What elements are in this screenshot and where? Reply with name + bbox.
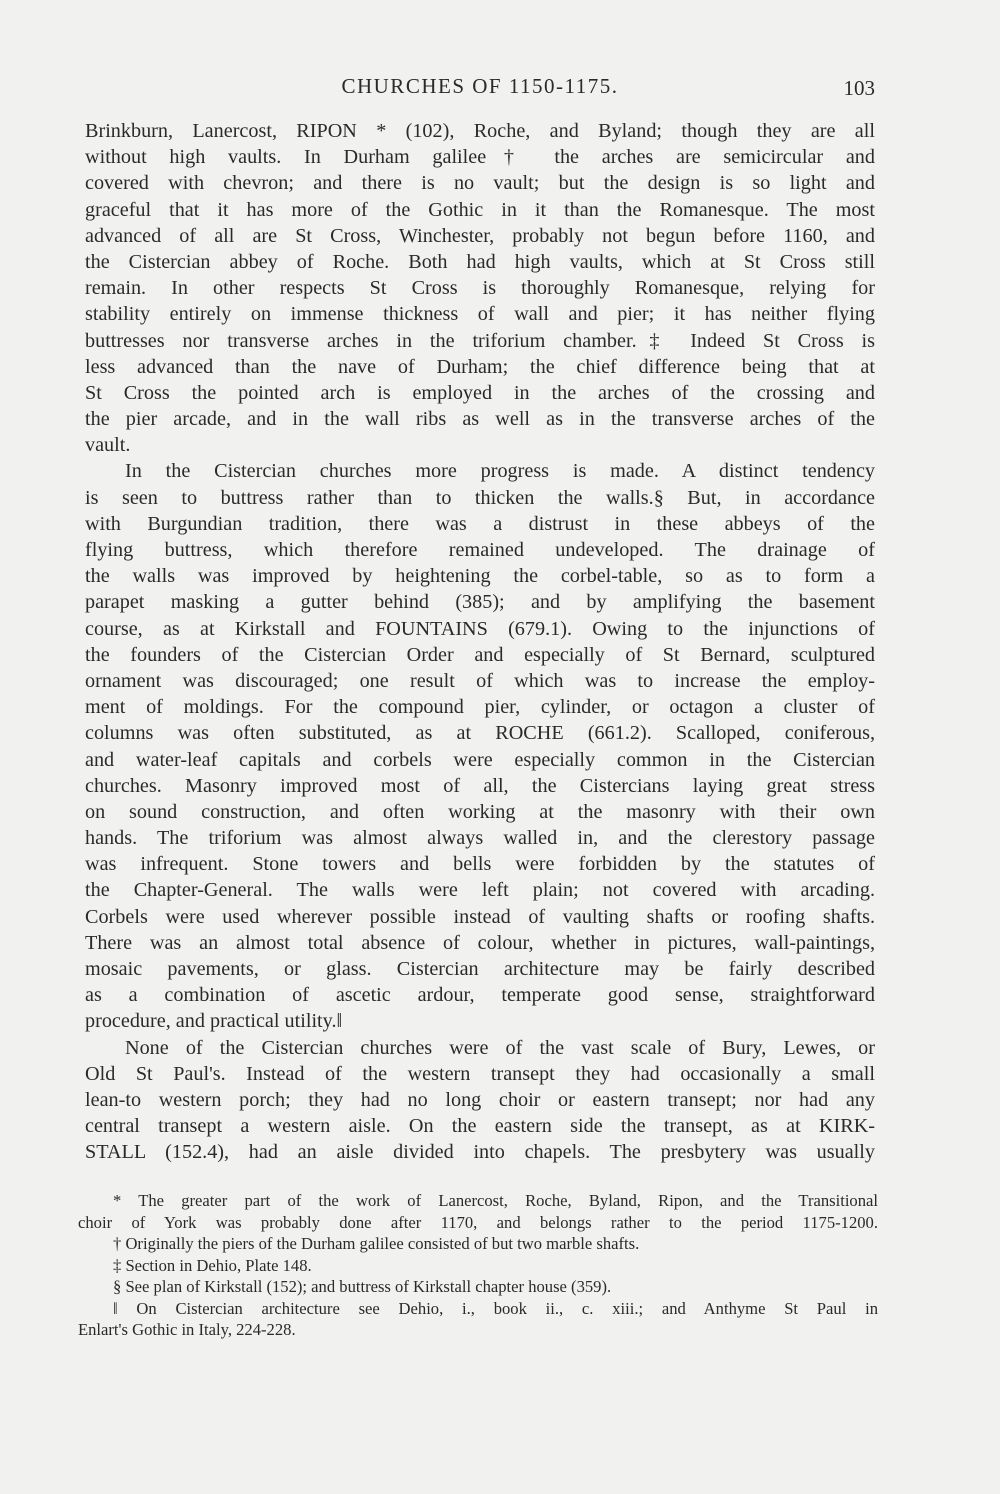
body-line: lean-to western porch; they had no long choir or eastern transept; nor had any <box>85 1088 875 1111</box>
body-line: mosaic pavements, or glass. Cistercian architecture may be fairly described <box>85 958 875 980</box>
footnote-line: § See plan of Kirkstall (152); and buttress of Kirkstall chapter house (359). <box>113 1277 612 1296</box>
body-line: the Cistercian abbey of Roche. Both had high vaults, which at St Cross still <box>85 250 875 273</box>
body-line: as a combination of ascetic ardour, temperate good sense, straightforward <box>85 984 875 1007</box>
body-line: central transept a western aisle. On the eastern side the transept, as at KIRK- <box>85 1115 875 1138</box>
footnote-line: ‡ Section in Dehio, Plate 148. <box>113 1255 312 1275</box>
body-line: less advanced than the nave of Durham; the chief difference being that at <box>85 355 875 378</box>
body-line: parapet masking a gutter behind (385); and by amplifying the basement <box>85 591 875 614</box>
body-line: columns was often substituted, as at ROCHE (661.2). Scalloped, coniferous, <box>85 722 875 745</box>
body-line: the founders of the Cistercian Order and especially of St Bernard, sculptured <box>85 643 875 666</box>
body-line: Corbels were used wherever possible instead of vaulting shafts or roofing shafts. <box>85 905 875 928</box>
body-line: on sound construction, and often working at the masonry with their own <box>85 800 875 823</box>
body-line: St Cross the pointed arch is employed in the arches of the crossing and <box>85 381 875 404</box>
body-line: churches. Masonry improved most of all, the Cistercians laying great stress <box>85 774 875 797</box>
body-line <box>85 1166 875 1192</box>
body-line: the Chapter-General. The walls were left plain; not covered with arcading. <box>85 879 875 902</box>
running-head <box>85 74 875 104</box>
body-line: the pier arcade, and in the wall ribs as well as in the transverse arches of the <box>85 408 875 431</box>
paragraph-start-line: None of the Cistercian churches were of the vast scale of Bury, Lewes, or <box>125 1036 875 1059</box>
body-line: Brinkburn, Lanercost, RIPON * (102), Roche, and Byland; though they are all <box>85 120 875 142</box>
body-line: There was an almost total absence of colour, whether in pictures, wall-paintings, <box>85 931 875 954</box>
footnote-line: † Originally the piers of the Durham galilee consisted of but two marble shafts. <box>113 1234 640 1253</box>
body-line: Old St Paul's. Instead of the western transept they had occasionally a small <box>85 1062 875 1085</box>
body-line: remain. In other respects St Cross is thoroughly Romanesque, relying for <box>85 277 875 300</box>
body-line: and water-leaf capitals and corbels were especially common in the Cistercian <box>85 748 875 771</box>
body-line: was infrequent. Stone towers and bells were forbidden by the statutes of <box>85 853 875 876</box>
body-line: with Burgundian tradition, there was a distrust in these abbeys of the <box>85 512 875 535</box>
body-text <box>85 118 875 1192</box>
body-line: ment of moldings. For the compound pier, cylinder, or octagon a cluster of <box>85 696 875 719</box>
body-line: the walls was improved by heightening the corbel-table, so as to form a <box>85 565 875 588</box>
paragraph-start-line: In the Cistercian churches more progress is made. A distinct tendency <box>125 460 875 483</box>
page-number: 103 <box>843 76 875 100</box>
body-line: hands. The triforium was almost always walled in, and the clerestory passage <box>85 827 875 850</box>
running-title: CHURCHES OF 1150-1175. <box>341 74 619 98</box>
body-line: flying buttress, which therefore remained undeveloped. The drainage of <box>85 539 875 561</box>
body-line: procedure, and practical utility.‖ <box>85 1010 343 1033</box>
body-line: advanced of all are St Cross, Winchester, probably not begun before 1160, and <box>85 224 875 247</box>
body-line: is seen to buttress rather than to thicken the walls.§ But, in accordance <box>85 486 875 509</box>
body-line: vault. <box>85 434 131 457</box>
body-line: course, as at Kirkstall and FOUNTAINS (679.1). Owing to the injunctions of <box>85 617 875 640</box>
body-line: buttresses nor transverse arches in the triforium chamber.‡ Indeed St Cross is <box>85 329 875 352</box>
footnote-line: ‖ On Cistercian architecture see Dehio, i., book ii., c. xiii.; and Anthyme St Paul in <box>113 1298 878 1318</box>
footnote-line: * The greater part of the work of Lanercost, Roche, Byland, Ripon, and the Transitional <box>113 1191 878 1210</box>
footnote-line: Enlart's Gothic in Italy, 224-228. <box>78 1320 296 1339</box>
body-line: graceful that it has more of the Gothic in it than the Romanesque. The most <box>85 198 875 221</box>
footnote-line: choir of York was probably done after 1170, and belongs rather to the period 1175-1200. <box>78 1212 878 1232</box>
body-line: stability entirely on immense thickness of wall and pier; it has neither flying <box>85 303 875 326</box>
footnotes <box>78 1190 878 1341</box>
body-line: covered with chevron; and there is no vault; but the design is so light and <box>85 172 875 195</box>
body-line: ornament was discouraged; one result of which was to increase the employ- <box>85 669 875 692</box>
body-line: without high vaults. In Durham galilee† the arches are semicircular and <box>85 146 875 169</box>
body-line: STALL (152.4), had an aisle divided into chapels. The presbytery was usually <box>85 1141 875 1164</box>
